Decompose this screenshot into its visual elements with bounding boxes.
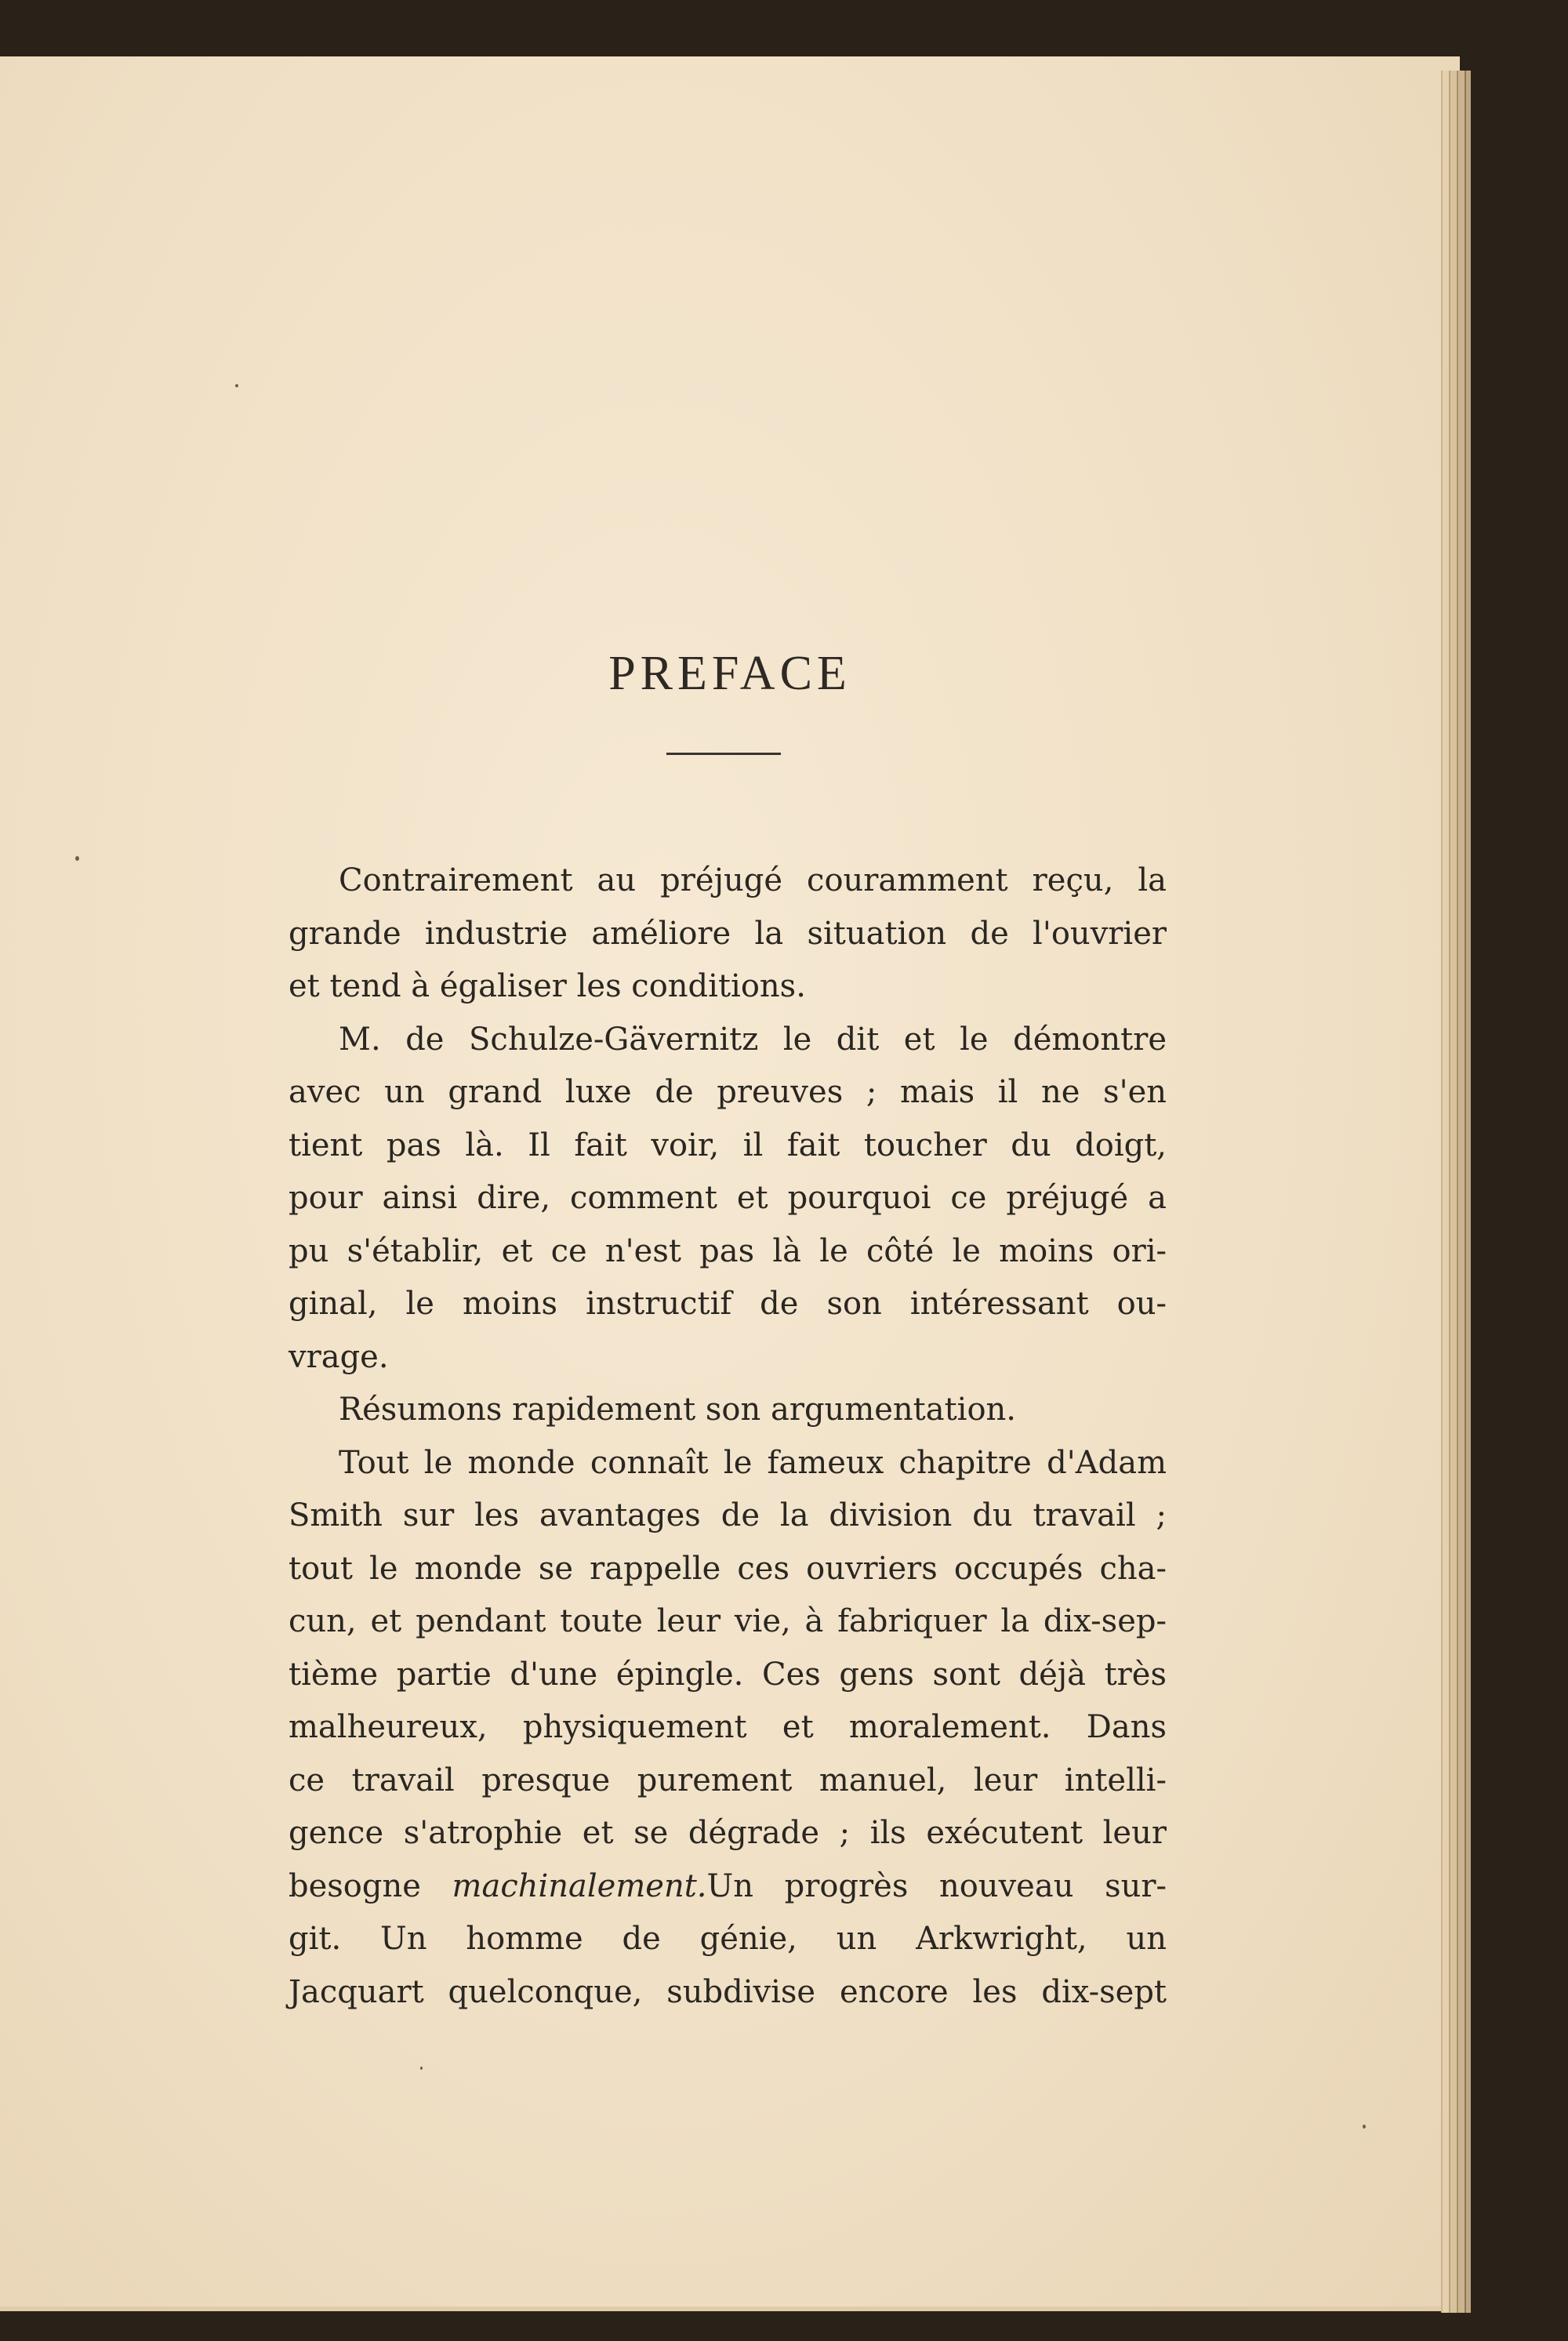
body-text bbox=[289, 855, 1167, 2019]
text-line: grande industrie améliore la situation de l'ouvrier bbox=[289, 915, 1167, 952]
text-line bbox=[289, 1860, 1167, 1914]
paper-speck bbox=[235, 384, 238, 387]
text-line: pour ainsi dire, comment et pourquoi ce préjugé a bbox=[289, 1180, 1167, 1216]
paper-speck bbox=[75, 856, 79, 861]
text-line: gence s'atrophie et se dégrade ; ils exécutent leur bbox=[289, 1815, 1167, 1851]
text-line: tième partie d'une épingle. Ces gens sont déjà très bbox=[289, 1656, 1167, 1693]
text-line: Contrairement au préjugé couramment reçu, la bbox=[339, 862, 1167, 898]
text-line: ce travail presque purement manuel, leur intelli- bbox=[289, 1762, 1167, 1798]
paper-speck bbox=[420, 2067, 423, 2070]
paper-speck bbox=[1363, 2125, 1366, 2129]
text-line: vrage. bbox=[289, 1338, 389, 1375]
page-edge bbox=[1457, 71, 1465, 2313]
text-line: cun, et pendant toute leur vie, à fabriquer la dix-sep- bbox=[289, 1603, 1167, 1639]
text-line: Jacquart quelconque, subdivise encore les dix-sept bbox=[289, 1973, 1167, 2010]
text-line: Tout le monde connaît le fameux chapitre d'Adam bbox=[339, 1444, 1167, 1481]
text-line: tout le monde se rappelle ces ouvriers occupés cha- bbox=[289, 1550, 1167, 1587]
text-line: Résumons rapidement son argumentation. bbox=[339, 1392, 1017, 1428]
text-line: pu s'établir, et ce n'est pas là le côté le moins ori- bbox=[289, 1232, 1167, 1269]
page-edge bbox=[1465, 71, 1471, 2313]
book-page bbox=[0, 56, 1460, 2311]
text-segment: Un progrès nouveau sur- bbox=[706, 1867, 1167, 1904]
italic-word: machinalement. bbox=[452, 1867, 707, 1904]
text-line: ginal, le moins instructif de son intéressant ou- bbox=[289, 1286, 1167, 1322]
text-line: tient pas là. Il fait voir, il fait toucher du doigt, bbox=[289, 1127, 1167, 1163]
title-rule bbox=[666, 753, 781, 755]
text-line: malheureux, physiquement et moralement. Dans bbox=[289, 1709, 1167, 1745]
page-title: PREFACE bbox=[608, 647, 851, 700]
page-edge bbox=[1449, 71, 1457, 2313]
text-line: git. Un homme de génie, un Arkwright, un bbox=[289, 1921, 1167, 1957]
text-line: et tend à égaliser les conditions. bbox=[289, 968, 806, 1004]
text-segment: besogne bbox=[289, 1867, 452, 1904]
text-line: Smith sur les avantages de la division du travail ; bbox=[289, 1497, 1167, 1533]
text-line: M. de Schulze-Gävernitz le dit et le démontre bbox=[339, 1021, 1167, 1058]
page-edge bbox=[1441, 71, 1449, 2313]
text-line: avec un grand luxe de preuves ; mais il ne s'en bbox=[289, 1074, 1167, 1110]
